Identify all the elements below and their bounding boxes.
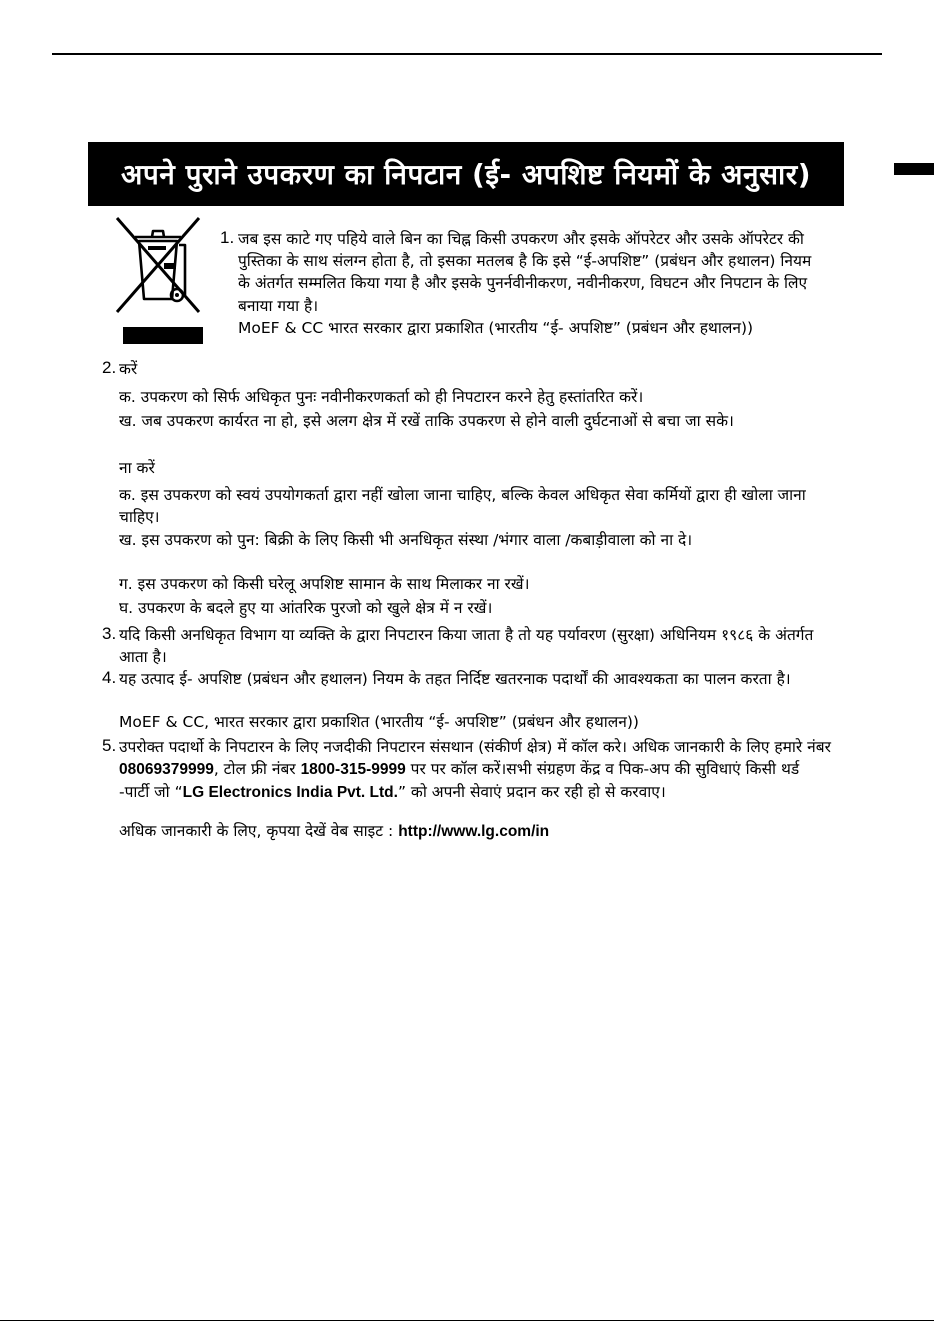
item-5-text-c: पर पर कॉल करें।सभी संग्रहण केंद्र व पिक-अप की सुविधाएं किसी थर्ड -पार्टी जो “ — [119, 760, 800, 802]
dont-item-d: घ. उपकरण के बदले हुए या आंतरिक पुरजो को खुले क्षेत्र में न रखें। — [119, 599, 493, 617]
helpline-number: 08069379999 — [119, 761, 214, 779]
item-2-number: 2. — [102, 358, 117, 377]
item-5-text-b: , टोल फ्री नंबर — [213, 760, 301, 779]
toll-free-number: 1800-315-9999 — [300, 761, 406, 779]
website-line — [119, 820, 831, 843]
item-1-text: जब इस काटे गए पहिये वाले बिन का चिह्न किसी उपकरण और इसके ऑपरेटर और उसके ऑपरेटर की पुस्तिका के साथ संलग्न होता है, तो इसका मतलब है कि इसे “ई-अपशिष्ट” (प्रबंधन और हथालन) नियम के अंतर्गत सम्मलित किया गया है और इसके पुनर्नवीनीकरण, नवीनीकरण, विघटन और निपटान के लिए बनाया गया है। — [238, 230, 812, 315]
item-3-number: 3. — [102, 624, 117, 643]
item-1-number: 1. — [220, 228, 235, 247]
crossed-out-wheelie-bin-icon — [112, 215, 204, 315]
top-rule — [52, 53, 882, 55]
item-1-source: MoEF & CC भारत सरकार द्वारा प्रकाशित (भारतीय “ई- अपशिष्ट” (प्रबंधन और हथालन)) — [238, 319, 754, 337]
company-name: LG Electronics India Pvt. Ltd. — [182, 784, 398, 802]
dont-item-c: ग. इस उपकरण को किसी घरेलू अपशिष्ट सामान के साथ मिलाकर ना रखें। — [119, 575, 530, 593]
dont-item-a: क. इस उपकरण को स्वयं उपयोगकर्ता द्वारा नहीं खोला जाना चाहिए, बल्कि केवल अधिकृत सेवा कर्मियों द्वारा ही खोला जाना चाहिए। — [119, 486, 806, 527]
item-5-text — [119, 736, 831, 805]
weee-bar — [123, 327, 203, 344]
dont-item-b: ख. इस उपकरण को पुन: बिक्री के लिए किसी भी अनधिकृत संस्था /भंगार वाला /कबाड़ीवाला को ना दे। — [119, 531, 693, 549]
section-tab-marker — [894, 163, 934, 175]
website-link[interactable]: http://www.lg.com/in — [398, 823, 550, 840]
website-label: अधिक जानकारी के लिए, कृपया देखें वेब साइट : — [119, 822, 399, 840]
do-item-b: ख. जब उपकरण कार्यरत ना हो, इसे अलग क्षेत्र में रखें ताकि उपकरण से होने वाली दुर्घटनाओं से बचा जा सके। — [119, 412, 734, 430]
item-5-text-a: उपरोक्त पदार्थो के निपटारन के लिए नजदीकी निपटारन संसथान (संकीर्ण क्षेत्र) में कॉल करे। अधिक जानकारी के लिए हमारे नंबर — [119, 738, 831, 756]
item-4-source: MoEF & CC, भारत सरकार द्वारा प्रकाशित (भारतीय “ई- अपशिष्ट” (प्रबंधन और हथालन)) — [119, 713, 639, 731]
page-title: अपने पुराने उपकरण का निपटान (ई- अपशिष्ट नियमों के अनुसार) — [88, 142, 844, 206]
do-item-a: क. उपकरण को सिर्फ अधिकृत पुनः नवीनीकरणकर्ता को ही निपटारन करने हेतु हस्तांतरित करें। — [119, 388, 644, 406]
do-heading: करें — [119, 360, 138, 378]
item-5-text-d: ” को अपनी सेवाएं प्रदान कर रही हो से करवाए। — [397, 783, 666, 802]
item-5-number: 5. — [102, 736, 117, 755]
dont-heading: ना करें — [119, 459, 155, 477]
bottom-rule — [0, 1320, 934, 1321]
item-3-text: यदि किसी अनधिकृत विभाग या व्यक्ति के द्वारा निपटारन किया जाता है तो यह पर्यावरण (सुरक्षा) अधिनियम १९८६ के अंतर्गत आता है। — [119, 626, 814, 667]
item-4-number: 4. — [102, 668, 117, 687]
item-4-text: यह उत्पाद ई- अपशिष्ट (प्रबंधन और हथालन) नियम के तहत निर्दिष्ट खतरनाक पदार्थों की आवश्यकता का पालन करता है। — [119, 670, 791, 688]
